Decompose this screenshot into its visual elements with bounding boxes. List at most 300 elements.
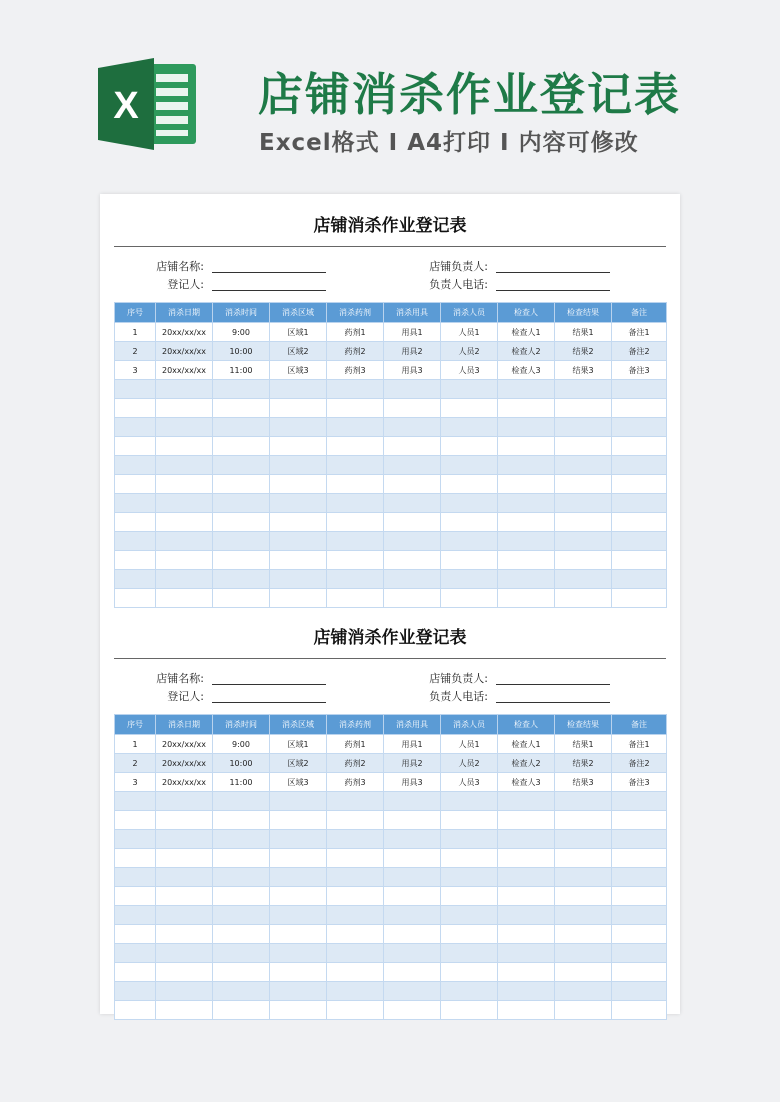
table-cell[interactable]: [441, 456, 498, 475]
table-cell[interactable]: [612, 849, 667, 868]
table-cell[interactable]: 备注3: [612, 773, 667, 792]
table-cell[interactable]: 检查人1: [498, 323, 555, 342]
table-cell[interactable]: [156, 944, 213, 963]
table-cell[interactable]: [555, 437, 612, 456]
table-cell[interactable]: 20xx/xx/xx: [156, 773, 213, 792]
table-cell[interactable]: [498, 849, 555, 868]
table-cell[interactable]: [498, 494, 555, 513]
table-cell[interactable]: [498, 963, 555, 982]
table-cell[interactable]: [384, 494, 441, 513]
table-cell[interactable]: [156, 589, 213, 608]
table-cell[interactable]: [115, 494, 156, 513]
table-cell[interactable]: [612, 475, 667, 494]
table-cell[interactable]: 检查人2: [498, 754, 555, 773]
table-cell[interactable]: [156, 570, 213, 589]
table-cell[interactable]: [612, 532, 667, 551]
table-cell[interactable]: [441, 513, 498, 532]
table-cell[interactable]: 药剂1: [327, 735, 384, 754]
table-cell[interactable]: [115, 811, 156, 830]
table-cell[interactable]: 药剂2: [327, 754, 384, 773]
table-cell[interactable]: [384, 868, 441, 887]
table-cell[interactable]: [213, 513, 270, 532]
table-cell[interactable]: [384, 551, 441, 570]
table-cell[interactable]: [555, 532, 612, 551]
table-cell[interactable]: [384, 925, 441, 944]
table-cell[interactable]: [441, 925, 498, 944]
table-cell[interactable]: [384, 570, 441, 589]
table-cell[interactable]: [555, 944, 612, 963]
table-cell[interactable]: 药剂3: [327, 773, 384, 792]
table-cell[interactable]: [156, 906, 213, 925]
table-cell[interactable]: [441, 792, 498, 811]
table-cell[interactable]: [270, 494, 327, 513]
table-cell[interactable]: [327, 418, 384, 437]
table-cell[interactable]: [612, 399, 667, 418]
table-cell[interactable]: [327, 887, 384, 906]
table-cell[interactable]: [612, 944, 667, 963]
table-cell[interactable]: [441, 982, 498, 1001]
table-cell[interactable]: [213, 887, 270, 906]
table-cell[interactable]: [270, 944, 327, 963]
table-cell[interactable]: [156, 475, 213, 494]
table-cell[interactable]: 20xx/xx/xx: [156, 735, 213, 754]
table-cell[interactable]: [270, 792, 327, 811]
table-cell[interactable]: [270, 513, 327, 532]
table-cell[interactable]: [327, 399, 384, 418]
table-cell[interactable]: [156, 792, 213, 811]
table-cell[interactable]: [384, 456, 441, 475]
table-cell[interactable]: 11:00: [213, 773, 270, 792]
table-cell[interactable]: [612, 589, 667, 608]
table-cell[interactable]: [327, 456, 384, 475]
table-cell[interactable]: [270, 868, 327, 887]
table-cell[interactable]: [441, 589, 498, 608]
table-cell[interactable]: [555, 868, 612, 887]
table-cell[interactable]: [270, 925, 327, 944]
table-cell[interactable]: 20xx/xx/xx: [156, 361, 213, 380]
table-cell[interactable]: [555, 887, 612, 906]
table-cell[interactable]: [441, 437, 498, 456]
table-cell[interactable]: [270, 475, 327, 494]
table-cell[interactable]: [612, 982, 667, 1001]
table-cell[interactable]: [384, 887, 441, 906]
shop-manager-field[interactable]: [496, 684, 610, 685]
table-cell[interactable]: [498, 944, 555, 963]
table-cell[interactable]: [213, 551, 270, 570]
table-cell[interactable]: [498, 513, 555, 532]
table-cell[interactable]: [327, 868, 384, 887]
table-cell[interactable]: [270, 418, 327, 437]
table-cell[interactable]: 20xx/xx/xx: [156, 754, 213, 773]
table-cell[interactable]: [327, 963, 384, 982]
table-cell[interactable]: 人员3: [441, 361, 498, 380]
table-cell[interactable]: [270, 437, 327, 456]
table-cell[interactable]: [441, 906, 498, 925]
table-cell[interactable]: [213, 963, 270, 982]
table-cell[interactable]: [115, 475, 156, 494]
table-cell[interactable]: [498, 532, 555, 551]
table-cell[interactable]: [213, 380, 270, 399]
table-cell[interactable]: [441, 811, 498, 830]
table-cell[interactable]: [612, 906, 667, 925]
table-cell[interactable]: 人员1: [441, 735, 498, 754]
table-cell[interactable]: [555, 906, 612, 925]
table-cell[interactable]: [384, 532, 441, 551]
table-cell[interactable]: [555, 589, 612, 608]
table-cell[interactable]: [156, 868, 213, 887]
table-cell[interactable]: [555, 475, 612, 494]
table-cell[interactable]: [612, 792, 667, 811]
table-cell[interactable]: [612, 418, 667, 437]
table-cell[interactable]: [555, 380, 612, 399]
shop-manager-field[interactable]: [496, 272, 610, 273]
table-cell[interactable]: [327, 830, 384, 849]
table-cell[interactable]: [115, 830, 156, 849]
table-cell[interactable]: [498, 982, 555, 1001]
table-cell[interactable]: 备注1: [612, 323, 667, 342]
table-cell[interactable]: [327, 1001, 384, 1020]
table-cell[interactable]: [327, 380, 384, 399]
table-cell[interactable]: [115, 532, 156, 551]
table-cell[interactable]: [384, 982, 441, 1001]
table-cell[interactable]: [213, 399, 270, 418]
table-cell[interactable]: 药剂2: [327, 342, 384, 361]
table-cell[interactable]: [498, 456, 555, 475]
table-cell[interactable]: [498, 792, 555, 811]
table-cell[interactable]: [270, 963, 327, 982]
table-cell[interactable]: [612, 811, 667, 830]
table-cell[interactable]: [612, 551, 667, 570]
table-cell[interactable]: [115, 944, 156, 963]
table-cell[interactable]: [115, 982, 156, 1001]
table-cell[interactable]: 人员1: [441, 323, 498, 342]
table-cell[interactable]: [115, 551, 156, 570]
table-cell[interactable]: [327, 849, 384, 868]
table-cell[interactable]: [498, 418, 555, 437]
table-cell[interactable]: 区域2: [270, 754, 327, 773]
table-cell[interactable]: [441, 849, 498, 868]
table-cell[interactable]: [270, 982, 327, 1001]
table-cell[interactable]: 结果1: [555, 323, 612, 342]
table-cell[interactable]: [384, 589, 441, 608]
table-cell[interactable]: [156, 849, 213, 868]
table-cell[interactable]: [156, 399, 213, 418]
table-cell[interactable]: [555, 418, 612, 437]
table-cell[interactable]: [384, 437, 441, 456]
table-cell[interactable]: [213, 982, 270, 1001]
table-cell[interactable]: [156, 963, 213, 982]
table-cell[interactable]: 检查人3: [498, 361, 555, 380]
table-cell[interactable]: 区域2: [270, 342, 327, 361]
table-cell[interactable]: [441, 944, 498, 963]
table-cell[interactable]: [555, 513, 612, 532]
table-cell[interactable]: 2: [115, 342, 156, 361]
table-cell[interactable]: [441, 963, 498, 982]
table-cell[interactable]: [213, 1001, 270, 1020]
table-cell[interactable]: [498, 906, 555, 925]
table-cell[interactable]: 1: [115, 323, 156, 342]
table-cell[interactable]: [213, 589, 270, 608]
table-cell[interactable]: [498, 399, 555, 418]
table-cell[interactable]: [612, 887, 667, 906]
table-cell[interactable]: [156, 532, 213, 551]
table-cell[interactable]: [441, 868, 498, 887]
table-cell[interactable]: [555, 963, 612, 982]
table-cell[interactable]: [384, 418, 441, 437]
table-cell[interactable]: [270, 570, 327, 589]
table-cell[interactable]: 区域3: [270, 361, 327, 380]
table-cell[interactable]: [213, 570, 270, 589]
table-cell[interactable]: 9:00: [213, 323, 270, 342]
table-cell[interactable]: [156, 494, 213, 513]
table-cell[interactable]: [384, 811, 441, 830]
table-cell[interactable]: 人员2: [441, 342, 498, 361]
table-cell[interactable]: [115, 418, 156, 437]
table-cell[interactable]: [498, 887, 555, 906]
table-cell[interactable]: [156, 456, 213, 475]
table-cell[interactable]: 备注2: [612, 342, 667, 361]
table-cell[interactable]: [498, 811, 555, 830]
table-cell[interactable]: 备注2: [612, 754, 667, 773]
table-cell[interactable]: [612, 830, 667, 849]
table-cell[interactable]: [213, 868, 270, 887]
table-cell[interactable]: [115, 570, 156, 589]
table-cell[interactable]: [327, 944, 384, 963]
table-cell[interactable]: [270, 589, 327, 608]
table-cell[interactable]: [498, 589, 555, 608]
shop-name-field[interactable]: [212, 272, 326, 273]
table-cell[interactable]: [270, 456, 327, 475]
table-cell[interactable]: 用具3: [384, 361, 441, 380]
table-cell[interactable]: [498, 437, 555, 456]
table-cell[interactable]: [555, 792, 612, 811]
table-cell[interactable]: 9:00: [213, 735, 270, 754]
table-cell[interactable]: [270, 906, 327, 925]
table-cell[interactable]: [498, 1001, 555, 1020]
table-cell[interactable]: [270, 380, 327, 399]
table-cell[interactable]: 20xx/xx/xx: [156, 323, 213, 342]
table-cell[interactable]: [555, 1001, 612, 1020]
table-cell[interactable]: [327, 513, 384, 532]
table-cell[interactable]: [327, 589, 384, 608]
table-cell[interactable]: [115, 589, 156, 608]
table-cell[interactable]: [270, 399, 327, 418]
table-cell[interactable]: 10:00: [213, 342, 270, 361]
table-cell[interactable]: 药剂1: [327, 323, 384, 342]
table-cell[interactable]: [384, 830, 441, 849]
table-cell[interactable]: [555, 494, 612, 513]
table-cell[interactable]: 结果3: [555, 773, 612, 792]
table-cell[interactable]: [555, 925, 612, 944]
table-cell[interactable]: [441, 1001, 498, 1020]
table-cell[interactable]: [498, 475, 555, 494]
table-cell[interactable]: [213, 925, 270, 944]
table-cell[interactable]: [213, 437, 270, 456]
recorder-field[interactable]: [212, 702, 326, 703]
table-cell[interactable]: [441, 570, 498, 589]
table-cell[interactable]: [213, 418, 270, 437]
table-cell[interactable]: [441, 418, 498, 437]
table-cell[interactable]: [115, 380, 156, 399]
table-cell[interactable]: 用具3: [384, 773, 441, 792]
table-cell[interactable]: [612, 437, 667, 456]
table-cell[interactable]: 2: [115, 754, 156, 773]
table-cell[interactable]: [270, 532, 327, 551]
table-cell[interactable]: [498, 551, 555, 570]
manager-phone-field[interactable]: [496, 290, 610, 291]
table-cell[interactable]: [612, 513, 667, 532]
table-cell[interactable]: [441, 532, 498, 551]
table-cell[interactable]: 用具2: [384, 342, 441, 361]
table-cell[interactable]: [115, 437, 156, 456]
table-cell[interactable]: [270, 849, 327, 868]
table-cell[interactable]: [213, 830, 270, 849]
table-cell[interactable]: [115, 513, 156, 532]
table-cell[interactable]: [156, 887, 213, 906]
table-cell[interactable]: [213, 494, 270, 513]
table-cell[interactable]: [327, 532, 384, 551]
table-cell[interactable]: [441, 475, 498, 494]
table-cell[interactable]: [115, 906, 156, 925]
table-cell[interactable]: 备注1: [612, 735, 667, 754]
table-cell[interactable]: [441, 399, 498, 418]
table-cell[interactable]: [115, 399, 156, 418]
table-cell[interactable]: [441, 830, 498, 849]
table-cell[interactable]: [327, 811, 384, 830]
table-cell[interactable]: 人员3: [441, 773, 498, 792]
table-cell[interactable]: 用具2: [384, 754, 441, 773]
table-cell[interactable]: [156, 418, 213, 437]
manager-phone-field[interactable]: [496, 702, 610, 703]
table-cell[interactable]: [115, 849, 156, 868]
table-cell[interactable]: [498, 925, 555, 944]
table-cell[interactable]: 3: [115, 361, 156, 380]
table-cell[interactable]: [384, 944, 441, 963]
table-cell[interactable]: [115, 868, 156, 887]
table-cell[interactable]: [555, 399, 612, 418]
table-cell[interactable]: [384, 380, 441, 399]
table-cell[interactable]: [327, 570, 384, 589]
table-cell[interactable]: 区域1: [270, 735, 327, 754]
table-cell[interactable]: [384, 963, 441, 982]
table-cell[interactable]: 10:00: [213, 754, 270, 773]
table-cell[interactable]: 用具1: [384, 323, 441, 342]
table-cell[interactable]: [270, 830, 327, 849]
table-cell[interactable]: [156, 982, 213, 1001]
table-cell[interactable]: [156, 830, 213, 849]
table-cell[interactable]: [441, 380, 498, 399]
table-cell[interactable]: [498, 868, 555, 887]
table-cell[interactable]: [213, 849, 270, 868]
table-cell[interactable]: [555, 982, 612, 1001]
table-cell[interactable]: [555, 570, 612, 589]
table-cell[interactable]: 结果3: [555, 361, 612, 380]
shop-name-field[interactable]: [212, 684, 326, 685]
table-cell[interactable]: 药剂3: [327, 361, 384, 380]
table-cell[interactable]: [115, 456, 156, 475]
table-cell[interactable]: [270, 1001, 327, 1020]
table-cell[interactable]: [498, 380, 555, 399]
table-cell[interactable]: 结果2: [555, 342, 612, 361]
table-cell[interactable]: [213, 475, 270, 494]
table-cell[interactable]: [384, 475, 441, 494]
table-cell[interactable]: [441, 887, 498, 906]
table-cell[interactable]: 11:00: [213, 361, 270, 380]
table-cell[interactable]: [384, 849, 441, 868]
table-cell[interactable]: [441, 551, 498, 570]
table-cell[interactable]: [213, 792, 270, 811]
table-cell[interactable]: [327, 475, 384, 494]
table-cell[interactable]: 结果2: [555, 754, 612, 773]
table-cell[interactable]: [115, 792, 156, 811]
table-cell[interactable]: [156, 811, 213, 830]
table-cell[interactable]: 用具1: [384, 735, 441, 754]
table-cell[interactable]: [213, 532, 270, 551]
table-cell[interactable]: [384, 1001, 441, 1020]
table-cell[interactable]: [270, 811, 327, 830]
table-cell[interactable]: 3: [115, 773, 156, 792]
table-cell[interactable]: [327, 925, 384, 944]
table-cell[interactable]: [115, 925, 156, 944]
table-cell[interactable]: [555, 830, 612, 849]
table-cell[interactable]: 结果1: [555, 735, 612, 754]
table-cell[interactable]: [270, 551, 327, 570]
table-cell[interactable]: [498, 570, 555, 589]
recorder-field[interactable]: [212, 290, 326, 291]
table-cell[interactable]: 区域3: [270, 773, 327, 792]
table-cell[interactable]: [213, 456, 270, 475]
table-cell[interactable]: [156, 380, 213, 399]
table-cell[interactable]: [156, 513, 213, 532]
table-cell[interactable]: [555, 551, 612, 570]
table-cell[interactable]: [327, 906, 384, 925]
table-cell[interactable]: [612, 570, 667, 589]
table-cell[interactable]: [612, 925, 667, 944]
table-cell[interactable]: 检查人2: [498, 342, 555, 361]
table-cell[interactable]: [612, 380, 667, 399]
table-cell[interactable]: [441, 494, 498, 513]
table-cell[interactable]: [213, 906, 270, 925]
table-cell[interactable]: [327, 982, 384, 1001]
table-cell[interactable]: [213, 944, 270, 963]
table-cell[interactable]: [156, 437, 213, 456]
table-cell[interactable]: [498, 830, 555, 849]
table-cell[interactable]: [384, 513, 441, 532]
table-cell[interactable]: 1: [115, 735, 156, 754]
table-cell[interactable]: [384, 399, 441, 418]
table-cell[interactable]: [327, 551, 384, 570]
table-cell[interactable]: 20xx/xx/xx: [156, 342, 213, 361]
table-cell[interactable]: [555, 811, 612, 830]
table-cell[interactable]: 人员2: [441, 754, 498, 773]
table-cell[interactable]: [213, 811, 270, 830]
table-cell[interactable]: [612, 1001, 667, 1020]
table-cell[interactable]: [612, 494, 667, 513]
table-cell[interactable]: [156, 1001, 213, 1020]
table-cell[interactable]: [384, 906, 441, 925]
table-cell[interactable]: [612, 963, 667, 982]
table-cell[interactable]: [384, 792, 441, 811]
table-cell[interactable]: [555, 849, 612, 868]
table-cell[interactable]: [156, 925, 213, 944]
table-cell[interactable]: 区域1: [270, 323, 327, 342]
table-cell[interactable]: [612, 868, 667, 887]
table-cell[interactable]: [115, 1001, 156, 1020]
table-cell[interactable]: [612, 456, 667, 475]
table-cell[interactable]: [327, 494, 384, 513]
table-cell[interactable]: 检查人3: [498, 773, 555, 792]
table-cell[interactable]: [115, 887, 156, 906]
